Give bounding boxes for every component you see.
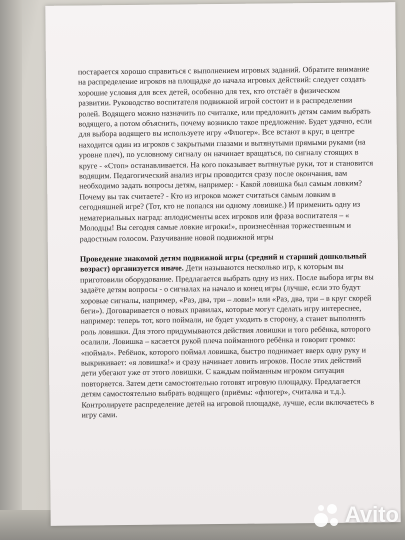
avito-watermark-text: Avito <box>344 502 399 527</box>
paragraph-1-text: постарается хорошо справиться с выполнением игровых заданий. Обратите внимание на распределение игроков на площадке до начала игровых действий: следует создать хорошие условия для всех детей, особенно для тех, кто отстаёт в физическом развитии. Руководство воспитателя подвижной игрой состоит и в распределении ролей. Водящего можно назначить по считалке, или предложить детям самим выбрать водящего, а потом объяснить, почему возникло такое предложение. Будет удачно, если для выбора водящего вы используете игру «Флюгер». Все встают в круг, в центре находится один из игроков с закрытыми глазами и вытянутыми прямыми руками (на уровне плеч), по условному сигналу он начинает вращаться, по сигналу стоящих в круге - «Стоп» останавливается. На кого показывает вытянутые руки, тот и становится водящим. Педагогический анализ игры проводится сразу после окончания, вам необходимо задать вопросы детям, например: - Какой ловишка был самым ловким? Почему вы так считаете? - Кто из игроков может считаться самым ловким в сегодняшней игре? (Тот, кто не попался ни одному ловишке.) И применить одну из нематериальных наград: аплодисменты всех игроков или фраза воспитателя – « Молодцы! Вы сегодня самые ловкие игроки!», произнесённая торжественным и радостным голосом. Разучивание новой подвижной игры <box>77 64 374 243</box>
scanner-lid-edge <box>0 0 22 540</box>
paragraph-1 <box>78 64 376 244</box>
paragraph-2-bold-lead: Проведение знакомой детям подвижной игры (средний и старший дошкольный возраст) организуется иначе. <box>79 251 367 274</box>
paragraph-2-text: Дети называются несколько игр, к которым вы приготовили оборудование. Предлагается выбрать одну из них. После выбора игры вы задаёте детям вопросы - о сигналах на начало и конец игры (лучше, если это будут хоровые сигналы, например, «Раз, два, три – лови!» или «Раз, два, три – в круг скорей беги»). Договаривается о новых правилах, которые могут сделать игру интереснее, например: теперь тот, кого поймали, не будет уходить в сторону, а станет выполнять роль ловишки. Для этого придумываются действия ловишки и того ребёнка, которого осалили. Ловишка – касается рукой плеча пойманного ребёнка и говорит громко: «поймал». Ребёнок, которого поймал ловишка, быстро поднимает вверх одну руку и выкрикивает: «я ловишка!» и сразу начинает ловить игроков. После этих действий дети убегают уже от этого ловишки. С каждым пойманным игроком ситуация повторяется. Затем дети самостоятельно готовят игровую площадку. Предлагается детям самостоятельно выбрать водящего (приёмы: «флюгер», считалка и т.д.). Контролируете распределение детей на игровой площадке, лучше, если включаетесь в игру сами. <box>80 262 375 420</box>
paragraph-2 <box>80 251 378 421</box>
document-page <box>45 2 400 526</box>
avito-dots-icon <box>312 500 342 530</box>
avito-watermark <box>312 500 399 530</box>
